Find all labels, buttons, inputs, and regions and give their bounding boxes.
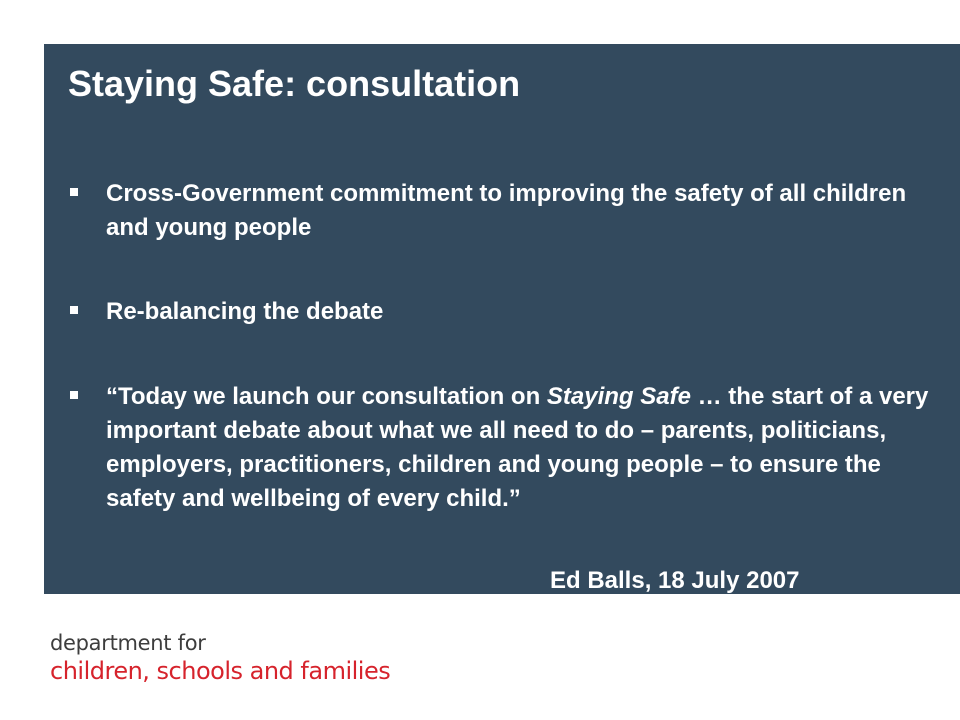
quote-italic-title: Staying Safe xyxy=(546,383,691,410)
logo-line-department: department for xyxy=(50,631,206,655)
quote-attribution: Ed Balls, 18 July 2007 xyxy=(550,567,800,594)
bullet-text: Cross-Government commitment to improving the safety of all children and young people xyxy=(106,180,907,241)
quote-text-before: “Today we launch our consultation on xyxy=(106,383,547,410)
quote-text xyxy=(106,380,930,516)
bullet-item-commitment xyxy=(70,177,930,245)
logo-line-children-schools-families: children, schools and families xyxy=(50,657,391,685)
dcsf-logo xyxy=(50,630,390,686)
bullet-item-quote xyxy=(70,380,930,516)
bullet-item-rebalancing xyxy=(70,295,930,329)
slide-title: Staying Safe: consultation xyxy=(68,63,521,104)
square-bullet-icon xyxy=(70,391,78,399)
quote-text-after: … the start of a very important debate about what we all need to do – parents, politicians, employers, practitioners, children and young people – to ensure the safety and wellbeing of every child.” xyxy=(106,383,929,512)
bullet-text: Re-balancing the debate xyxy=(106,298,384,325)
square-bullet-icon xyxy=(70,188,78,196)
square-bullet-icon xyxy=(70,306,78,314)
